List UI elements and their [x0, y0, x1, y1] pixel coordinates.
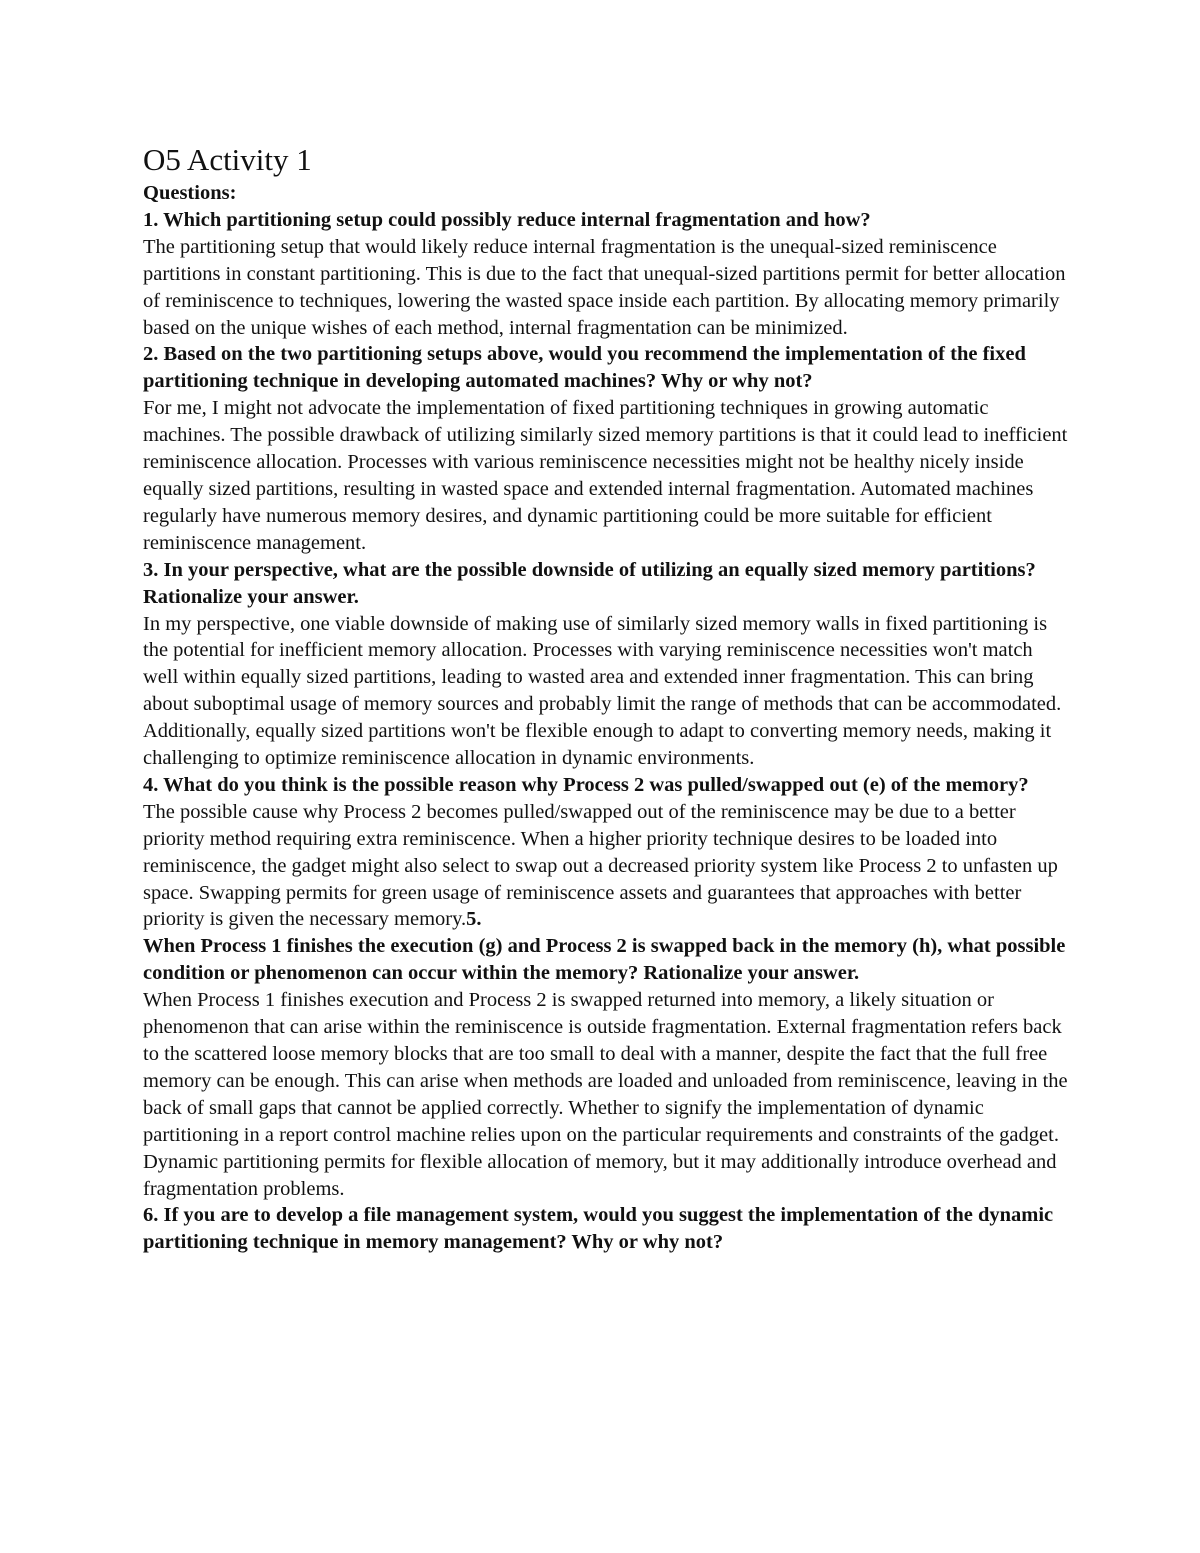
- answer-4: [143, 799, 1073, 934]
- question-1: 1. Which partitioning setup could possibly reduce internal fragmentation and how?: [143, 208, 871, 231]
- answer-1: The partitioning setup that would likely reduce internal fragmentation is the unequal-sized reminiscence partitions in constant partitioning. This is due to the fact that unequal-sized partitions permit for better allocation of reminiscence to techniques, lowering the wasted space inside each partition. By allocating memory primarily based on the unique wishes of each method, internal fragmentation can be minimized.: [143, 235, 1066, 339]
- answer-3: In my perspective, one viable downside of making use of similarly sized memory walls in fixed partitioning is the potential for inefficient memory allocation. Processes with varying reminiscence necessities won't match well within equally sized partitions, leading to wasted area and extended inner fragmentation. This can bring about suboptimal usage of memory sources and probably limit the range of methods that can be accommodated. Additionally, equally sized partitions won't be flexible enough to adapt to converting memory needs, making it challenging to optimize reminiscence allocation in dynamic environments.: [143, 612, 1062, 770]
- question-6: 6. If you are to develop a file management system, would you suggest the implementation of the dynamic partitioning technique in memory management? Why or why not?: [143, 1204, 1054, 1254]
- document-page: [143, 140, 1073, 1256]
- answer-4-text: The possible cause why Process 2 becomes pulled/swapped out of the reminiscence may be due to a better priority method requiring extra reminiscence. When a higher priority technique desires to be loaded into reminiscence, the gadget might also select to swap out a decreased priority system like Process 2 to unfasten up space. Swapping permits for green usage of reminiscence assets and guarantees that approaches with better priority is given the necessary memory.: [143, 800, 1058, 931]
- document-title: O5 Activity 1: [143, 142, 312, 177]
- question-2: 2. Based on the two partitioning setups above, would you recommend the implementation of the fixed partitioning technique in developing automated machines? Why or why not?: [143, 343, 1026, 393]
- question-5: When Process 1 finishes the execution (g) and Process 2 is swapped back in the memory (h), what possible condition or phenomenon can occur within the memory? Rationalize your answer.: [143, 935, 1066, 985]
- question-3: 3. In your perspective, what are the possible downside of utilizing an equally sized memory partitions? Rationalize your answer.: [143, 558, 1036, 608]
- question-4: 4. What do you think is the possible reason why Process 2 was pulled/swapped out (e) of the memory?: [143, 773, 1029, 796]
- answer-2: For me, I might not advocate the implementation of fixed partitioning techniques in growing automatic machines. The possible drawback of utilizing similarly sized memory partitions is that it could lead to inefficient reminiscence allocation. Processes with various reminiscence necessities might not be healthy nicely inside equally sized partitions, resulting in wasted space and extended internal fragmentation. Automated machines regularly have numerous memory desires, and dynamic partitioning could be more suitable for efficient reminiscence management.: [143, 397, 1068, 554]
- questions-label: Questions:: [143, 182, 237, 204]
- answer-5: When Process 1 finishes execution and Process 2 is swapped returned into memory, a likely situation or phenomenon that can arise within the reminiscence is outside fragmentation. External fragmentation refers back to the scattered loose memory blocks that are too small to deal with a manner, despite the fact that the full free memory can be enough. This can arise when methods are loaded and unloaded from reminiscence, leaving in the back of small gaps that cannot be applied correctly. Whether to signify the implementation of dynamic partitioning in a report control machine relies upon on the particular requirements and constraints of the gadget. Dynamic partitioning permits for flexible allocation of memory, but it may additionally introduce overhead and fragmentation problems.: [143, 989, 1068, 1200]
- question-5-number: 5.: [466, 908, 482, 931]
